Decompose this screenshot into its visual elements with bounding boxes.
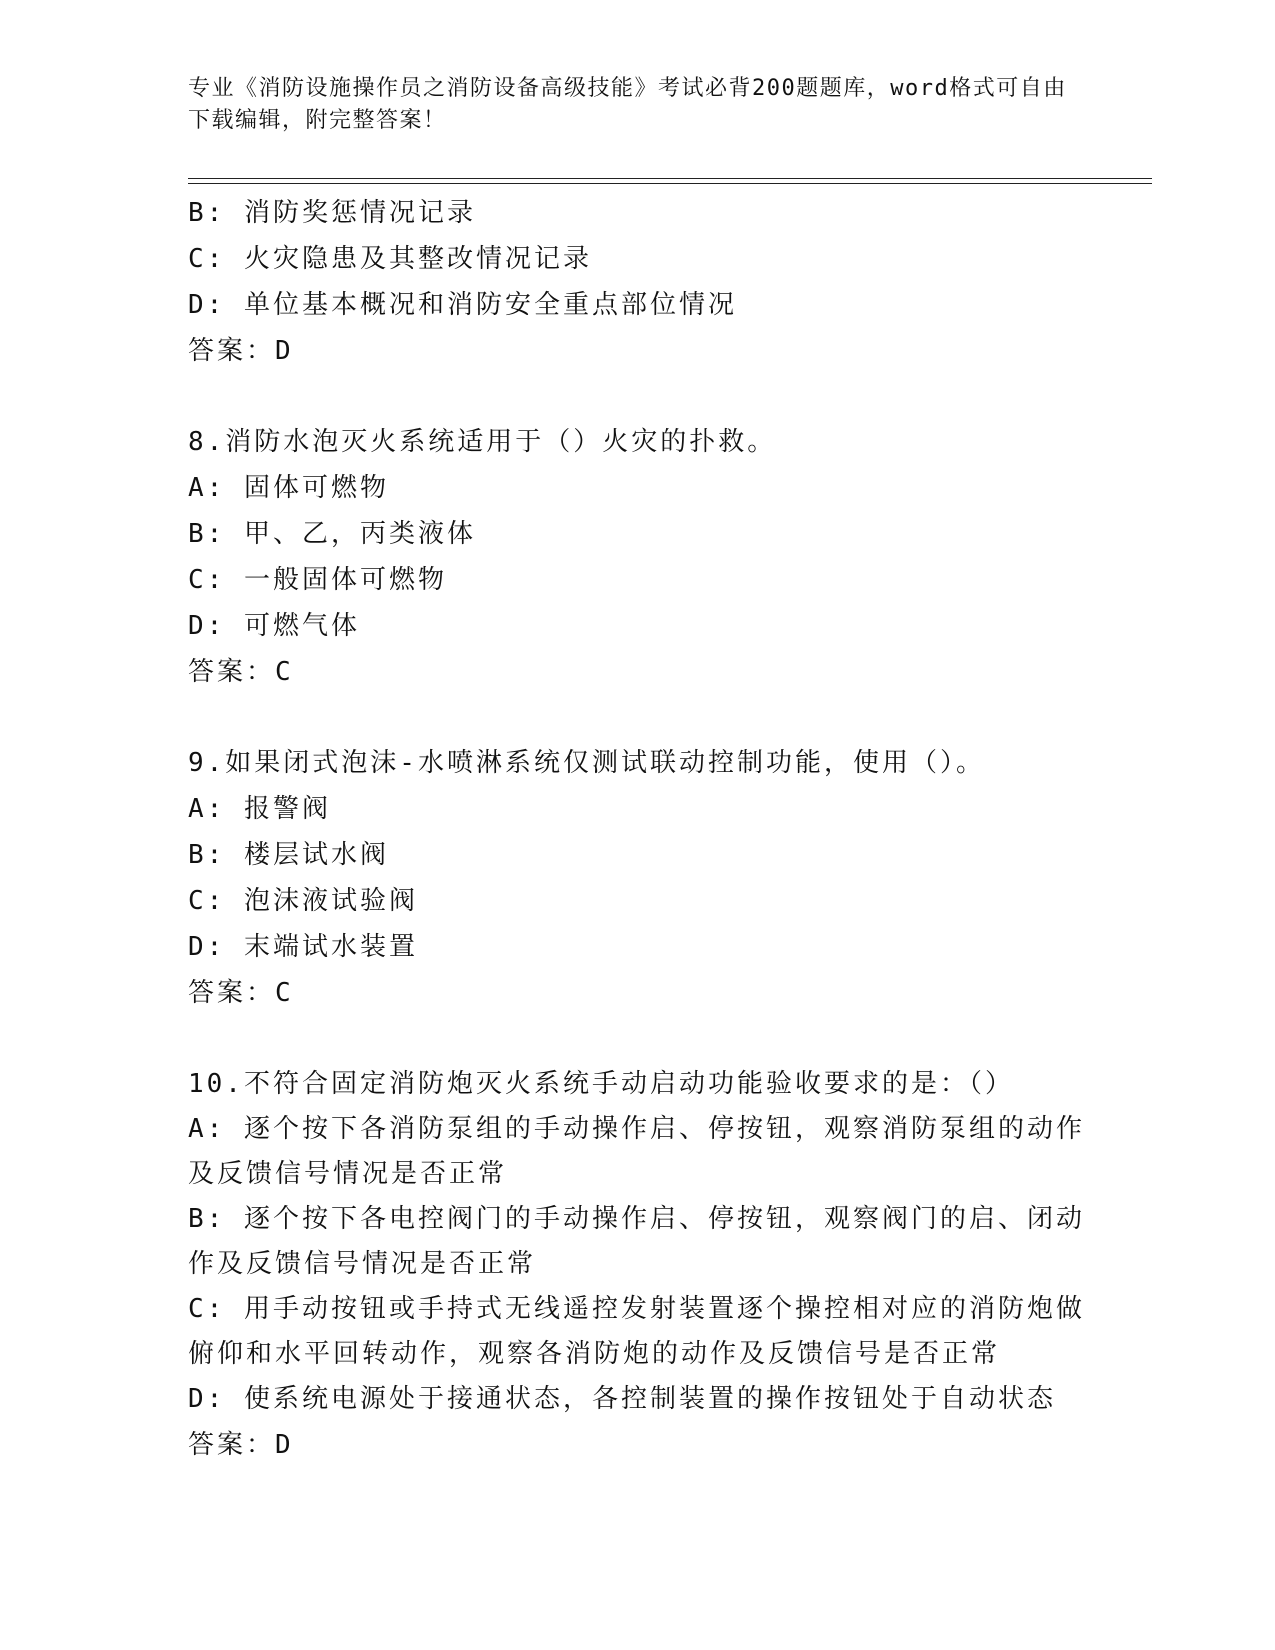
question-stem: 10.不符合固定消防炮灭火系统手动启动功能验收要求的是：（） <box>188 1069 1014 1099</box>
option-d: D: 可燃气体 <box>188 611 360 641</box>
option-b: B: 甲、乙，丙类液体 <box>188 519 476 549</box>
option-c: C: 一般固体可燃物 <box>188 565 447 595</box>
option-b: B: 逐个按下各电控阀门的手动操作启、停按钮，观察阀门的启、闭动作及反馈信号情况是否正常 <box>188 1204 1085 1279</box>
answer: 答案：D <box>188 336 294 366</box>
question-stem: 9.如果闭式泡沫-水喷淋系统仅测试联动控制功能，使用（）。 <box>188 748 985 778</box>
option-d: D: 使系统电源处于接通状态，各控制装置的操作按钮处于自动状态 <box>188 1384 1056 1414</box>
question-block-8 <box>188 419 1088 695</box>
question-block-9 <box>188 740 1088 1016</box>
option-b: B: 楼层试水阀 <box>188 840 389 870</box>
answer: 答案：D <box>188 1430 294 1460</box>
option-c: C: 火灾隐患及其整改情况记录 <box>188 244 592 274</box>
answer: 答案：C <box>188 657 294 687</box>
question-block-10 <box>188 1061 1088 1468</box>
answer: 答案：C <box>188 978 294 1008</box>
option-b: B: 消防奖惩情况记录 <box>188 198 476 228</box>
question-list <box>188 190 1088 1468</box>
option-c: C: 用手动按钮或手持式无线遥控发射装置逐个操控相对应的消防炮做俯仰和水平回转动作，观察各消防炮的动作及反馈信号是否正常 <box>188 1294 1085 1369</box>
question-stem: 8.消防水泡灭火系统适用于（）火灾的扑救。 <box>188 427 777 457</box>
option-a: A: 固体可燃物 <box>188 473 389 503</box>
document-header: 专业《消防设施操作员之消防设备高级技能》考试必背200题题库，word格式可自由下载编辑，附完整答案！ <box>188 76 1067 133</box>
option-a: A: 报警阀 <box>188 794 331 824</box>
option-a: A: 逐个按下各消防泵组的手动操作启、停按钮，观察消防泵组的动作及反馈信号情况是否正常 <box>188 1114 1085 1189</box>
question-block-7 <box>188 190 1088 374</box>
header-divider-top <box>188 178 1152 179</box>
option-c: C: 泡沫液试验阀 <box>188 886 418 916</box>
option-d: D: 末端试水装置 <box>188 932 418 962</box>
header-divider-bottom <box>188 183 1152 184</box>
option-d: D: 单位基本概况和消防安全重点部位情况 <box>188 290 737 320</box>
